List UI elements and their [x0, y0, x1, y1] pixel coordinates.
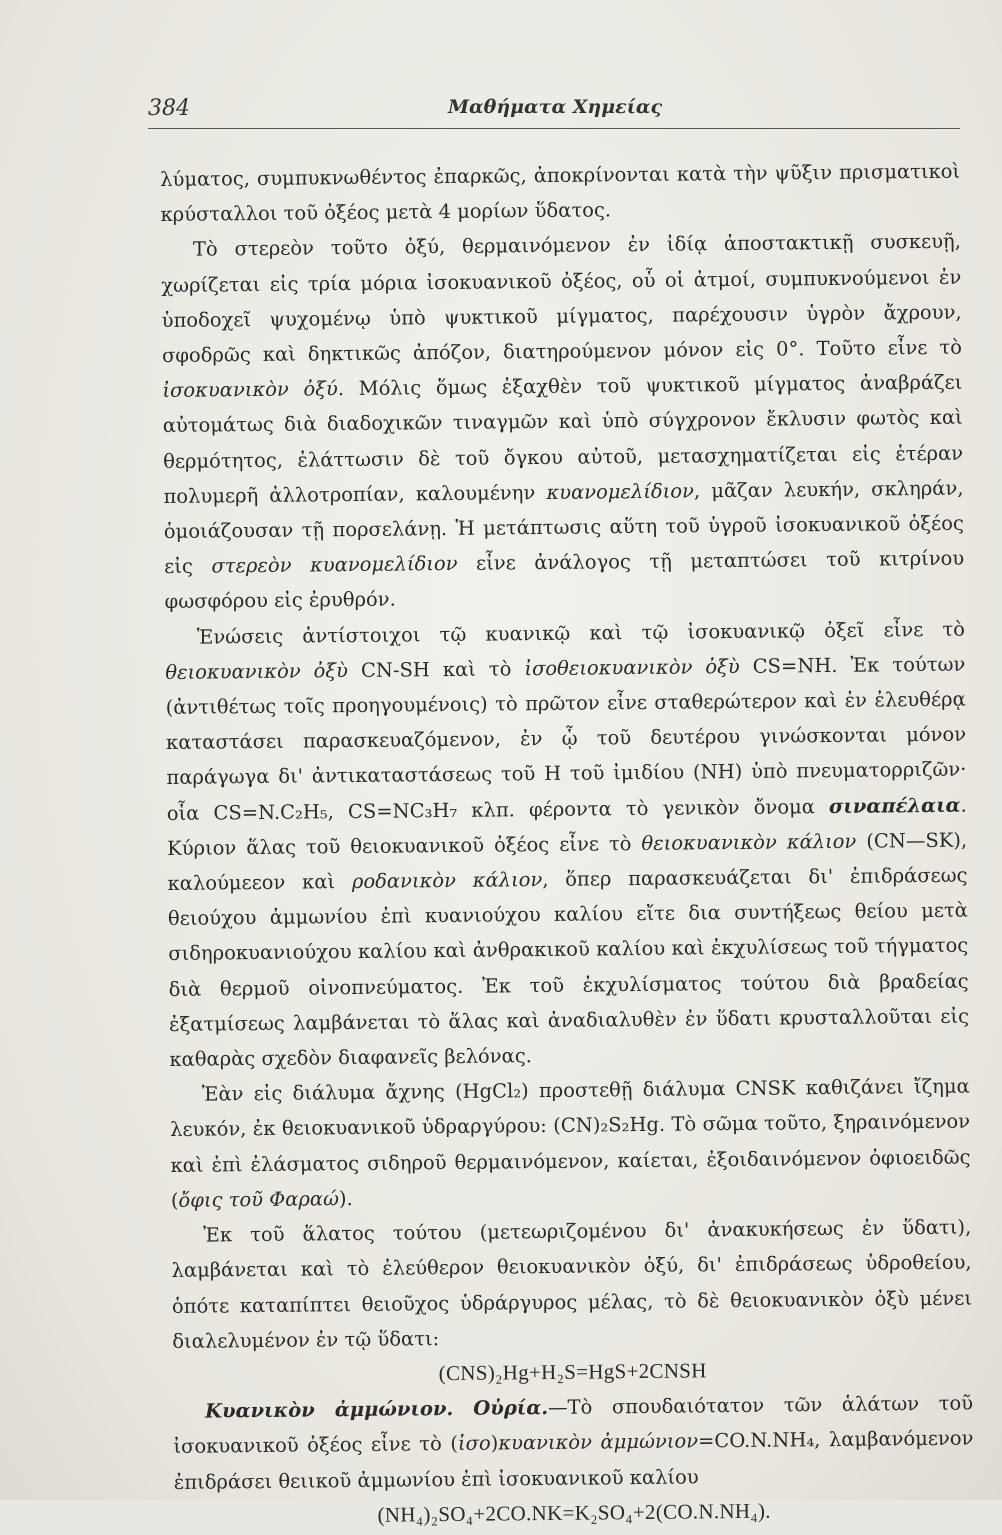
text-run: Ἐὰν εἰς διάλυμα ἄχνης (HgCl₂) προστεθῇ διάλυμα CNSK καθιζάνει ἴζημα λευκόν, ἐκ θειοκυανικοῦ ὑδραργύρου: (CN)₂S₂Hg. Τὸ σῶμα τοῦτο, ξηραινόμενον καὶ ἐπὶ ἐλάσματος σιδηροῦ θερμαινόμενον, καίεται, ἐξοιδαινόμενον ὀφιοειδῶς (: [170, 1074, 971, 1212]
paragraph-6: [173, 1386, 974, 1500]
term-isocyanic-acid: ἰσοκυανικὸν ὀξύ: [162, 377, 338, 403]
paragraph-1: λύματος, συμπυκνωθέντος ἐπαρκῶς, ἀποκρίνονται κατὰ τὴν ψῦξιν πρισματικοὶ κρύσταλλοι τοῦ ὀξέος μετὰ 4 μορίων ὕδατος.: [160, 159, 961, 227]
text-run: , μᾶζαν λευκήν, σκληράν, ὁμοιάζουσαν τῇ πορσελάνῃ. Ἡ μετάπτωσις αὕτη τοῦ ὑγροῦ ἰσοκυανικοῦ ὀξέος εἰς: [163, 476, 964, 579]
paragraph-5: Ἐκ τοῦ ἅλατος τούτου (μετεωριζομένου δι' ἀνακυκήσεως ἐν ὕδατι), λαμβάνεται καὶ τὸ ἐλεύθερον θειοκυανικὸν ὀξύ, δι' ἐπιδράσεως ὑδροθείου, ὁπότε καταπίπτει θειοῦχος ὑδράργυρος μέλας, τὸ δὲ θειοκυανικὸν ὀξὺ μένει διαλελυμένον ἐν τῷ ὕδατι:: [171, 1215, 973, 1353]
text-run: —Τὸ σπουδαιότατον τῶν ἁλάτων τοῦ ἰσοκυανικοῦ ὀξέος εἶνε τὸ (: [173, 1391, 974, 1459]
term-pharaohs-serpent: ὄφις τοῦ Φαραώ: [178, 1187, 340, 1212]
term-potassium-rhodanide: ροδανικὸν κάλιον: [351, 868, 543, 894]
page-body: [160, 154, 974, 1535]
section-heading: Κυανικὸν ἀμμώνιον. Οὐρία.: [204, 1396, 549, 1423]
term-ammonium-cyanate: κυανικὸν ἀμμώνιον: [498, 1429, 699, 1455]
text-run: ): [490, 1431, 499, 1455]
text-run: (CN—SK), καλούμεεον καὶ: [167, 828, 968, 896]
term-thiocyanic-acid: θειοκυανικὸν ὀξὺ: [165, 658, 349, 684]
paragraph-3: [165, 611, 970, 1077]
term-isothiocyanic-acid: ἰσοθειοκυανικὸν ὀξὺ: [524, 654, 740, 681]
text-run: . Κύριον ἅλας τοῦ θειοκυανικοῦ ὀξέος εἶνε τὸ: [167, 793, 967, 860]
text-run: εἶνε ἀνάλογος τῇ μεταπτώσει τοῦ κιτρίνου φωσφόρου εἰς ἐρυθρόν.: [164, 546, 965, 614]
term-mustard-oils: σιναπέλαια: [828, 793, 961, 818]
paragraph-2: [161, 224, 965, 620]
text-run: CS=NH. Ἐκ τούτων (ἀντιθέτως τοῖς προηγουμένοις) τὸ πρῶτον εἶνε σταθερώτερον καὶ ἐν ἐλευθέρᾳ καταστάσει παρασκευαζόμενον, ἐν ᾧ τοῦ δευτέρου γινώσκονται μόνον παράγωγα δι' ἀντικαταστάσεως τοῦ H τοῦ ἰμιδίου (NH) ὑπὸ πνευματορριζῶν· οἷα CS=N.C₂H₅, CS=NC₃H₇ κλπ. φέροντα τὸ γενικὸν ὄνομα: [165, 652, 967, 825]
text-run: . Μόλις ὅμως ἐξαχθὲν τοῦ ψυκτικοῦ μίγματος ἀναβράζει αὐτομάτως διὰ διαδοχικῶν τιναγμῶν καὶ ὑπὸ σύγχρονον ἔκλυσιν φωτὸς καὶ θερμότητος, ἐλάττωσιν δὲ τοῦ ὄγκου αὐτοῦ, μετασχηματίζεται εἰς ἑτέραν πολυμερῆ ἀλλοτροπίαν, καλουμένην: [162, 370, 964, 508]
running-title: Μαθήματα Χημείας: [448, 96, 663, 118]
equation-2: (NH₄)₂SO₄+2CO.NK=K₂SO₄+2(CO.N.NH₄).: [377, 1498, 771, 1527]
term-iso-prefix: ἰσο: [457, 1431, 491, 1456]
text-run: CN-SH καὶ τὸ: [347, 657, 525, 682]
paragraph-4: [170, 1069, 971, 1218]
page-header: [148, 96, 960, 136]
term-cyamelide: κυανομελίδιον: [546, 479, 695, 504]
text-run: ).: [338, 1186, 353, 1211]
term-solid-cyamelide: στερεὸν κυανομελίδιον: [211, 552, 458, 578]
text-run: , ὅπερ παρασκευάζεται δι' ἐπιδράσεως θειούχου ἀμμωνίου ἐπὶ κυανιούχου καλίου εἴτε δια συντήξεως θείου μετὰ σιδηροκυανιούχου καλίου καὶ ἀνθρακικοῦ καλίου καὶ ἐκχυλίσεως τοῦ τήγματος διὰ θερμοῦ οἰνοπνεύματος. Ἐκ τοῦ ἐκχυλίσματος τούτου διὰ βραδείας ἐξατμίσεως λαμβάνεται τὸ ἅλας καὶ ἀναδιαλυθὲν ἐν ὕδατι κρυσταλλοῦται εἰς καθαρὰς σχεδὸν διαφανεῖς βελόνας.: [167, 863, 970, 1072]
text-run: =CO.N.NH₄, λαμβανόμενον ἐπιδράσει θειικοῦ ἀμμωνίου ἐπὶ ἰσοκυανικοῦ καλίου: [173, 1426, 974, 1494]
term-potassium-thiocyanate: θειοκυανικὸν κάλιον: [641, 829, 857, 855]
header-rule: [148, 128, 960, 129]
text-run: Τὸ στερεὸν τοῦτο ὀξύ, θερμαινόμενον ἐν ἰδίᾳ ἀποστακτικῇ συσκευῇ, χωρίζεται εἰς τρία μόρια ἰσοκυανικοῦ ὀξέος, οὗ οἱ ἀτμοί, συμπυκνούμενοι ἐν ὑποδοχεῖ ψυχομένῳ ὑπὸ ψυκτικοῦ μίγματος, παρέχουσιν ὑγρὸν ἄχρουν, σφοδρῶς καὶ δηκτικῶς ἀπόζον, διατηρούμενον μόνον εἰς 0°. Τοῦτο εἶνε τὸ: [161, 230, 963, 368]
page-number: 384: [148, 96, 190, 121]
text-run: Ἑνώσεις ἀντίστοιχοι τῷ κυανικῷ καὶ τῷ ἰσοκυανικῷ ὀξεῖ εἶνε τὸ: [196, 617, 966, 649]
equation-1: (CNS)₂Hg+H₂S=HgS+2CNSH: [438, 1358, 707, 1386]
